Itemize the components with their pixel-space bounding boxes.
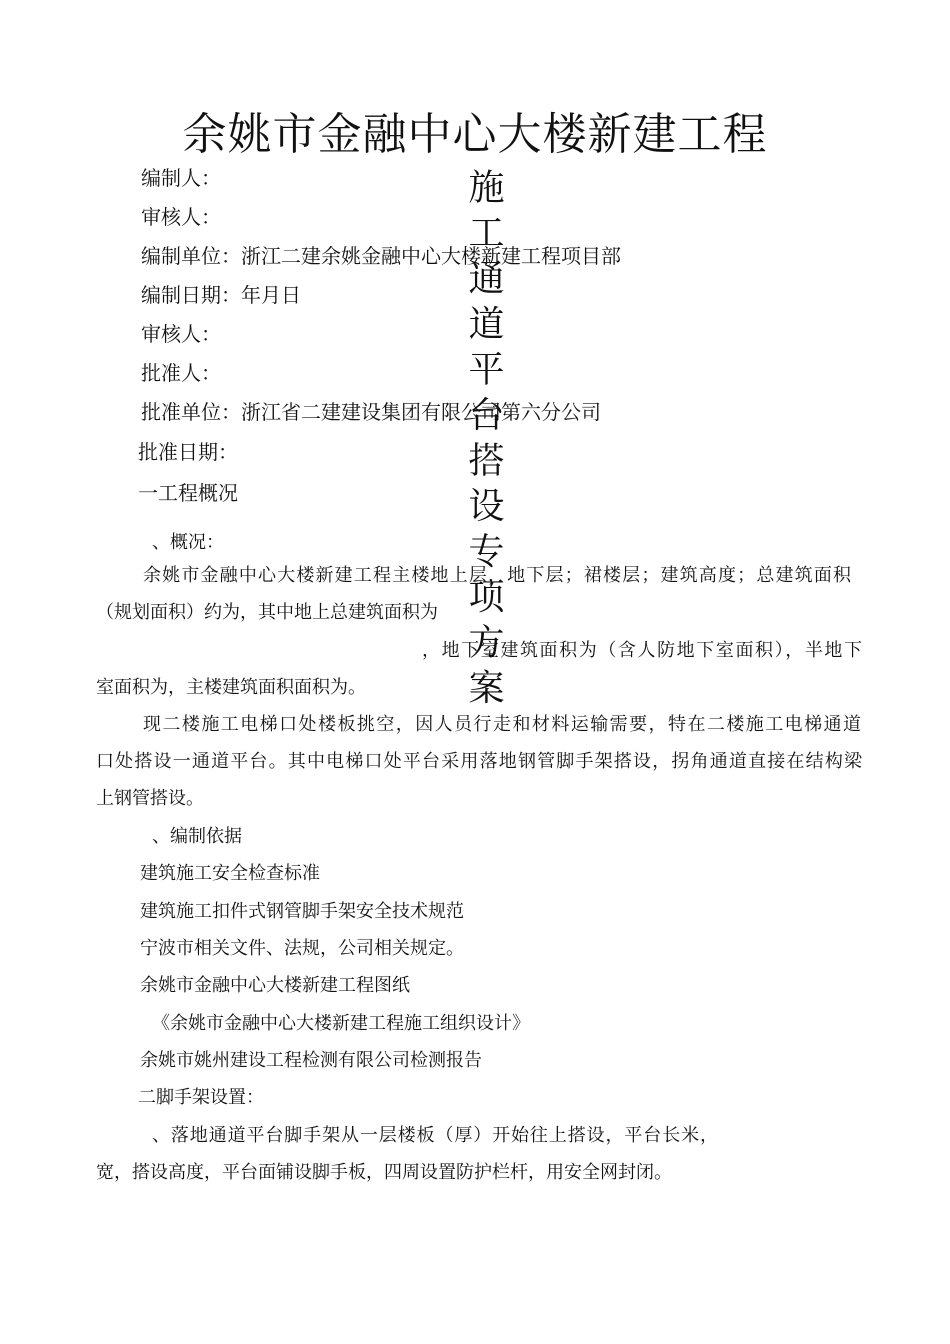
para2-line1: 现二楼施工电梯口处楼板挑空，因人员行走和材料运输需要，特在二楼施工电梯通道 (143, 714, 861, 735)
para1-line1: 余姚市金融中心大楼新建工程主楼地上层，地下层；裙楼层；建筑高度；总建筑面积 (143, 565, 851, 586)
basis-item-4: 余姚市金融中心大楼新建工程图纸 (140, 975, 410, 996)
basis-item-5: 《余姚市金融中心大楼新建工程施工组织设计》 (152, 1013, 530, 1034)
para1-line3: ，地下室建筑面积为（含人防地下室面积），半地下 (422, 640, 862, 661)
para3-line1: 、落地通道平台脚手架从一层楼板（厚）开始往上搭设，平台长米， (152, 1125, 718, 1146)
document-title: 余姚市金融中心大楼新建工程 (182, 109, 768, 160)
meta-compile-date: 编制日期：年月日 (141, 283, 301, 307)
para3-line2: 宽，搭设高度，平台面铺设脚手板，四周设置防护栏杆，用安全网封闭。 (96, 1162, 672, 1183)
subheading-overview: 、概况： (152, 532, 224, 553)
meta-reviewer: 审核人： (141, 205, 221, 229)
meta-approve-unit: 批准单位：浙江省二建建设集团有限公司第六分公司 (141, 400, 601, 424)
para1-line2: （规划面积）约为，其中地上总建筑面积为 (96, 602, 438, 623)
meta-compiler: 编制人： (141, 166, 221, 190)
para2-line3: 上钢管搭设。 (96, 788, 204, 809)
basis-item-3: 宁波市相关文件、法规，公司相关规定。 (140, 938, 464, 959)
meta-compile-unit: 编制单位：浙江二建余姚金融中心大楼新建工程项目部 (141, 244, 621, 268)
meta-reviewer-2: 审核人： (141, 322, 221, 346)
section-heading-2: 二脚手架设置： (138, 1087, 264, 1108)
subheading-basis: 、编制依据 (152, 826, 242, 847)
meta-approver: 批准人： (141, 361, 221, 385)
basis-item-6: 余姚市姚州建设工程检测有限公司检测报告 (140, 1050, 482, 1071)
section-heading-1: 一工程概况 (138, 481, 238, 505)
basis-item-2: 建筑施工扣件式钢管脚手架安全技术规范 (140, 901, 464, 922)
para2-line2: 口处搭设一通道平台。其中电梯口处平台采用落地钢管脚手架搭设，拐角通道直接在结构梁 (96, 751, 862, 772)
para1-line4: 室面积为，主楼建筑面积面积为。 (96, 677, 366, 698)
vertical-subtitle: 施工通道平台搭设专项方案 (463, 168, 504, 714)
meta-approve-date: 批准日期： (138, 440, 238, 464)
basis-item-1: 建筑施工安全检查标准 (140, 863, 320, 884)
